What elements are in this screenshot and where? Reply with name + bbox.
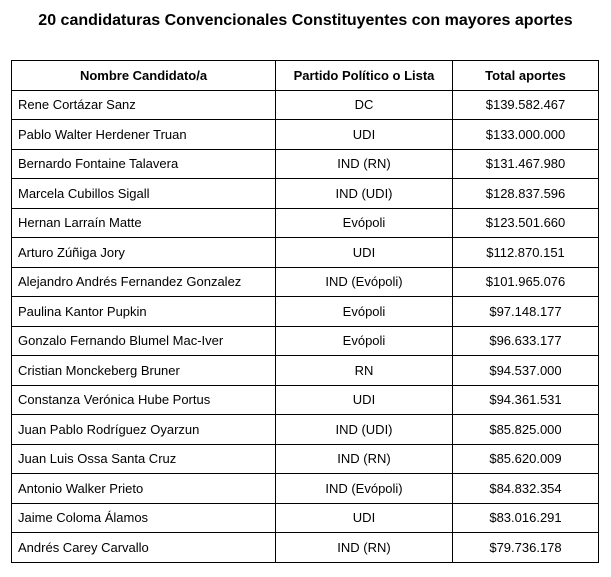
cell-name: Andrés Carey Carvallo (12, 533, 276, 563)
cell-party: Evópoli (276, 326, 453, 356)
table-row (12, 385, 599, 415)
cell-total: $131.467.980 (453, 149, 599, 179)
table-row (12, 179, 599, 209)
table-row (12, 444, 599, 474)
table-row (12, 415, 599, 445)
table-row (12, 267, 599, 297)
cell-total: $123.501.660 (453, 208, 599, 238)
cell-party: UDI (276, 238, 453, 268)
cell-party: IND (RN) (276, 533, 453, 563)
table-row (12, 149, 599, 179)
cell-party: Evópoli (276, 297, 453, 327)
cell-party: UDI (276, 503, 453, 533)
column-header-party: Partido Político o Lista (276, 61, 453, 91)
cell-name: Gonzalo Fernando Blumel Mac-Iver (12, 326, 276, 356)
cell-name: Cristian Monckeberg Bruner (12, 356, 276, 386)
cell-party: RN (276, 356, 453, 386)
cell-party: IND (RN) (276, 149, 453, 179)
table-row (12, 238, 599, 268)
cell-name: Hernan Larraín Matte (12, 208, 276, 238)
cell-party: UDI (276, 120, 453, 150)
cell-total: $79.736.178 (453, 533, 599, 563)
cell-name: Rene Cortázar Sanz (12, 90, 276, 120)
cell-name: Bernardo Fontaine Talavera (12, 149, 276, 179)
cell-total: $128.837.596 (453, 179, 599, 209)
cell-total: $96.633.177 (453, 326, 599, 356)
table-row (12, 503, 599, 533)
cell-party: IND (UDI) (276, 179, 453, 209)
cell-name: Antonio Walker Prieto (12, 474, 276, 504)
cell-total: $97.148.177 (453, 297, 599, 327)
page-title: 20 candidaturas Convencionales Constituyentes con mayores aportes (38, 12, 573, 29)
cell-party: IND (Evópoli) (276, 474, 453, 504)
cell-total: $94.361.531 (453, 385, 599, 415)
cell-total: $83.016.291 (453, 503, 599, 533)
column-header-name: Nombre Candidato/a (12, 61, 276, 91)
cell-name: Arturo Zúñiga Jory (12, 238, 276, 268)
cell-name: Alejandro Andrés Fernandez Gonzalez (12, 267, 276, 297)
cell-party: IND (Evópoli) (276, 267, 453, 297)
table-row (12, 297, 599, 327)
table-header-row (12, 61, 599, 91)
cell-total: $85.825.000 (453, 415, 599, 445)
cell-total: $85.620.009 (453, 444, 599, 474)
table-row (12, 120, 599, 150)
contributions-table (11, 60, 599, 563)
table-row (12, 474, 599, 504)
table-row (12, 533, 599, 563)
cell-name: Pablo Walter Herdener Truan (12, 120, 276, 150)
column-header-total: Total aportes (453, 61, 599, 91)
cell-name: Marcela Cubillos Sigall (12, 179, 276, 209)
table-row (12, 90, 599, 120)
cell-name: Jaime Coloma Álamos (12, 503, 276, 533)
cell-name: Juan Luis Ossa Santa Cruz (12, 444, 276, 474)
cell-party: IND (RN) (276, 444, 453, 474)
table-row (12, 326, 599, 356)
cell-total: $94.537.000 (453, 356, 599, 386)
cell-party: DC (276, 90, 453, 120)
table-body (12, 90, 599, 562)
cell-total: $84.832.354 (453, 474, 599, 504)
cell-party: UDI (276, 385, 453, 415)
cell-total: $139.582.467 (453, 90, 599, 120)
table-row (12, 208, 599, 238)
cell-name: Constanza Verónica Hube Portus (12, 385, 276, 415)
cell-party: Evópoli (276, 208, 453, 238)
cell-party: IND (UDI) (276, 415, 453, 445)
cell-total: $133.000.000 (453, 120, 599, 150)
table-row (12, 356, 599, 386)
cell-total: $101.965.076 (453, 267, 599, 297)
cell-name: Paulina Kantor Pupkin (12, 297, 276, 327)
cell-total: $112.870.151 (453, 238, 599, 268)
cell-name: Juan Pablo Rodríguez Oyarzun (12, 415, 276, 445)
